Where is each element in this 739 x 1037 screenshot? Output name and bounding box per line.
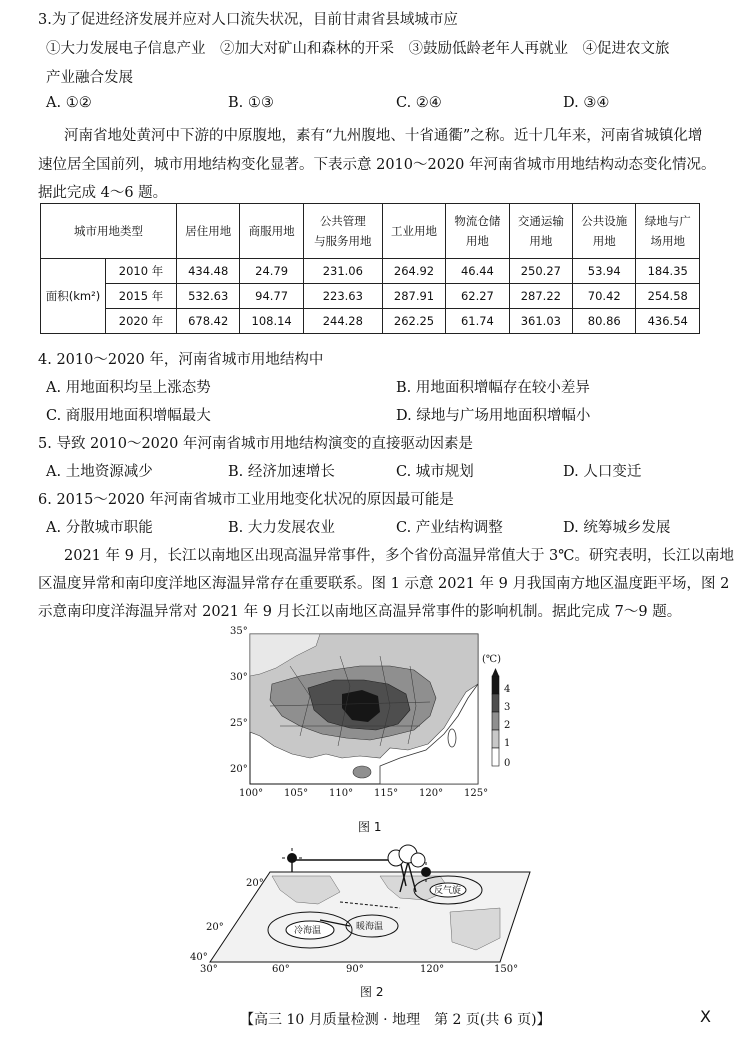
q6-option-c: C. 产业结构调整 (396, 520, 503, 536)
q6-option-b: B. 大力发展农业 (228, 520, 335, 536)
table-cell: 250.27 (509, 259, 572, 284)
fig2-x-tick: 150° (494, 964, 519, 975)
q3-items-cont: 产业融合发展 (46, 70, 133, 86)
fig1-y-tick: 25° (230, 718, 248, 729)
table-row-group: 面积(km²) (41, 259, 106, 334)
table-cell-year: 2015 年 (106, 284, 177, 309)
fig2-x-tick: 90° (346, 964, 364, 975)
q3-option-b: B. ①③ (228, 95, 274, 111)
table-cell-year: 2010 年 (106, 259, 177, 284)
fig2-x-tick: 120° (420, 964, 445, 975)
q3-option-d: D. ③④ (563, 95, 610, 111)
table-cell: 434.48 (177, 259, 240, 284)
figure-2 (190, 842, 540, 982)
page-footer: 【高三 10 月质量检测 · 地理 第 2 页(共 6 页)】 (240, 1012, 551, 1028)
table-cell: 24.79 (240, 259, 303, 284)
table-cell: 62.27 (446, 284, 509, 309)
table-cell: 436.54 (636, 309, 700, 334)
passage2-line3: 示意南印度洋海温异常对 2021 年 9 月长江以南地区高温异常事件的影响机制。据此完成 7～9 题。 (38, 604, 682, 620)
table-cell: 264.92 (382, 259, 445, 284)
temperature-anomaly-map (230, 626, 520, 836)
fig1-x-tick: 115° (374, 788, 399, 799)
fig2-y-tick: 20° (206, 922, 224, 933)
table-header: 居住用地 (177, 204, 240, 259)
legend-tick: 1 (504, 738, 511, 749)
table-cell: 46.44 (446, 259, 509, 284)
fig1-y-tick: 20° (230, 764, 248, 775)
table-cell: 361.03 (509, 309, 572, 334)
table-header-row (41, 204, 700, 259)
map-legend (492, 668, 499, 766)
mechanism-schematic (200, 842, 540, 982)
table-cell: 94.77 (240, 284, 303, 309)
fig1-y-tick: 35° (230, 626, 248, 637)
table-cell: 231.06 (303, 259, 382, 284)
table-cell: 532.63 (177, 284, 240, 309)
q4-option-b: B. 用地面积增幅存在较小差异 (396, 380, 590, 396)
fig1-x-tick: 110° (329, 788, 354, 799)
q6-option-d: D. 统筹城乡发展 (563, 520, 671, 536)
table-row (41, 284, 700, 309)
legend-tick: 2 (504, 720, 511, 731)
table-cell: 70.42 (573, 284, 636, 309)
table-cell: 61.74 (446, 309, 509, 334)
table-header: 物流仓储 用地 (446, 204, 509, 259)
passage2-line2: 区温度异常和南印度洋地区海温异常存在重要联系。图 1 示意 2021 年 9 月我国南方地区温度距平场，图 2 (38, 576, 730, 592)
passage2-line1: 2021 年 9 月，长江以南地区出现高温异常事件，多个省份高温异常值大于 3℃。研究表明，长江以南地 (64, 548, 735, 564)
cloud-icon (388, 845, 425, 867)
passage1-line2: 速位居全国前列，城市用地结构变化显著。下表示意 2010～2020 年河南省城市用地结构动态变化情况。 (38, 157, 716, 173)
table-row (41, 259, 700, 284)
figure-1 (230, 626, 520, 836)
q3-stem: 3.为了促进经济发展并应对人口流失状况，目前甘肃省县域城市应 (38, 12, 458, 28)
fig2-y-tick: 20° (246, 878, 264, 889)
table-row (41, 309, 700, 334)
table-header: 交通运输 用地 (509, 204, 572, 259)
fig1-x-tick: 120° (419, 788, 444, 799)
land-use-table (40, 203, 700, 334)
table-corner: 城市用地类型 (41, 204, 177, 259)
fig2-x-tick: 60° (272, 964, 290, 975)
passage1-line1: 河南省地处黄河中下游的中原腹地，素有“九州腹地、十省通衢”之称。近十几年来，河南省城镇化增 (64, 128, 703, 144)
table-cell: 678.42 (177, 309, 240, 334)
table-header: 绿地与广 场用地 (636, 204, 700, 259)
q5-option-d: D. 人口变迁 (563, 464, 642, 480)
table-cell: 184.35 (636, 259, 700, 284)
legend-tick: 3 (504, 702, 511, 713)
anticyclone-label: 反气旋 (434, 886, 462, 896)
fig1-y-tick: 30° (230, 672, 248, 683)
table-header: 工业用地 (382, 204, 445, 259)
table-cell-year: 2020 年 (106, 309, 177, 334)
figure-1-caption: 图 1 (358, 820, 382, 834)
figure-2-caption: 图 2 (360, 985, 384, 999)
fig2-y-tick: 40° (190, 952, 208, 963)
table-cell: 108.14 (240, 309, 303, 334)
fig2-x-tick: 30° (200, 964, 218, 975)
q3-option-c: C. ②④ (396, 95, 442, 111)
warm-sst-label: 暖海温 (356, 922, 384, 932)
legend-unit: (℃) (482, 654, 501, 665)
table-cell: 223.63 (303, 284, 382, 309)
table-cell: 262.25 (382, 309, 445, 334)
legend-tick: 4 (504, 684, 511, 695)
fig1-x-tick: 105° (284, 788, 309, 799)
q5-stem: 5. 导致 2010～2020 年河南省城市用地结构演变的直接驱动因素是 (38, 436, 473, 452)
fig1-x-tick: 125° (464, 788, 489, 799)
legend-tick: 0 (504, 758, 511, 769)
paper-mark: X (700, 1007, 711, 1026)
table-cell: 287.91 (382, 284, 445, 309)
table-header: 公共设施 用地 (573, 204, 636, 259)
cold-sst-label: 冷海温 (294, 926, 322, 936)
q3-items: ①大力发展电子信息产业 ②加大对矿山和森林的开采 ③鼓励低龄老年人再就业 ④促进农文旅 (46, 41, 670, 57)
q5-option-c: C. 城市规划 (396, 464, 474, 480)
table-cell: 80.86 (573, 309, 636, 334)
q4-option-c: C. 商服用地面积增幅最大 (46, 408, 211, 424)
sun-icon (282, 848, 302, 868)
q4-option-a: A. 用地面积均呈上涨态势 (46, 380, 211, 396)
q4-option-d: D. 绿地与广场用地面积增幅小 (396, 408, 591, 424)
q4-stem: 4. 2010～2020 年，河南省城市用地结构中 (38, 352, 324, 368)
table-header: 公共管理 与服务用地 (303, 204, 382, 259)
table-cell: 254.58 (636, 284, 700, 309)
q5-option-b: B. 经济加速增长 (228, 464, 335, 480)
table-cell: 53.94 (573, 259, 636, 284)
table-cell: 287.22 (509, 284, 572, 309)
q3-option-a: A. ①② (46, 95, 92, 111)
q6-option-a: A. 分散城市职能 (46, 520, 153, 536)
passage1-line3: 据此完成 4～6 题。 (38, 185, 168, 201)
table-header: 商服用地 (240, 204, 303, 259)
q6-stem: 6. 2015～2020 年河南省城市工业用地变化状况的原因最可能是 (38, 492, 454, 508)
q5-option-a: A. 土地资源减少 (46, 464, 153, 480)
fig1-x-tick: 100° (239, 788, 264, 799)
table-cell: 244.28 (303, 309, 382, 334)
